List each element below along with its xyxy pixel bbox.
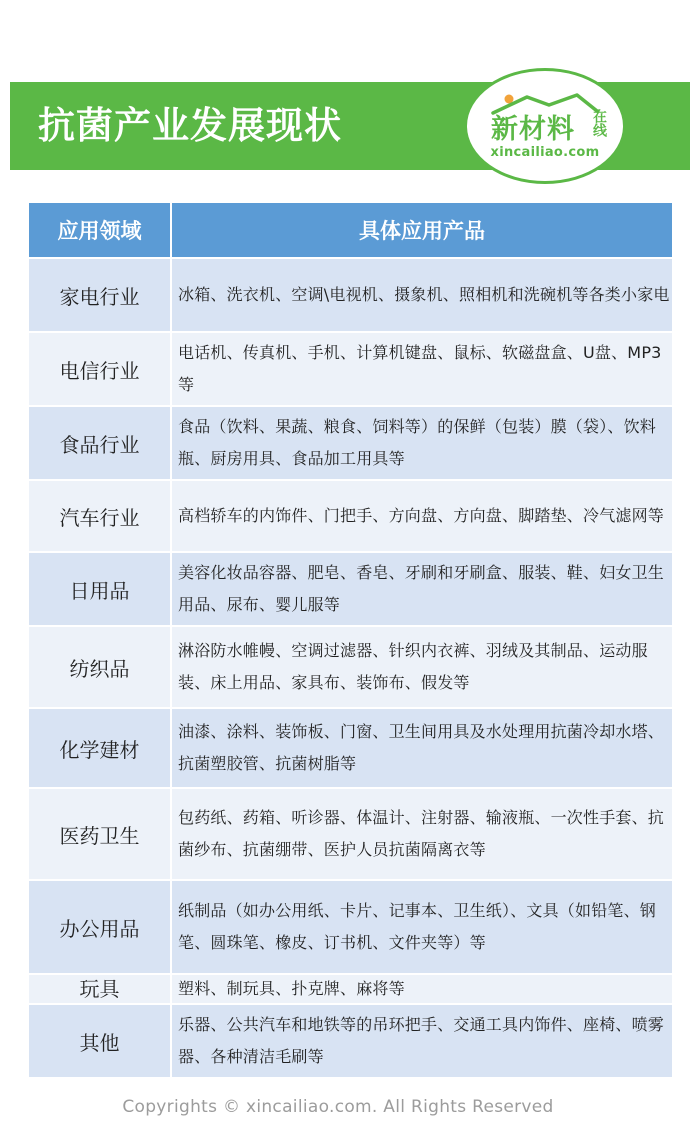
table-row [29, 552, 672, 626]
header-domain: 应用领域 [29, 203, 171, 258]
row-category: 日用品 [29, 552, 171, 626]
table-header-row [29, 203, 672, 258]
row-category: 医药卫生 [29, 788, 171, 880]
row-category: 汽车行业 [29, 480, 171, 552]
table-row [29, 708, 672, 788]
row-products: 冰箱、洗衣机、空调\电视机、摄象机、照相机和洗碗机等各类小家电 [171, 258, 672, 332]
logo-tag: 在线 [591, 109, 607, 137]
row-products: 电话机、传真机、手机、计算机键盘、鼠标、软磁盘盒、U盘、MP3等 [171, 332, 672, 406]
copyright-footer: Copyrights © xincailiao.com. All Rights Reserved [122, 1097, 554, 1117]
header-products: 具体应用产品 [171, 203, 672, 258]
row-products: 高档轿车的内饰件、门把手、方向盘、方向盘、脚踏垫、冷气滤网等 [171, 480, 672, 552]
application-table [29, 203, 672, 1077]
row-products: 塑料、制玩具、扑克牌、麻将等 [171, 974, 672, 1004]
row-category: 化学建材 [29, 708, 171, 788]
row-products: 包药纸、药箱、听诊器、体温计、注射器、输液瓶、一次性手套、抗菌纱布、抗菌绷带、医护人员抗菌隔离衣等 [171, 788, 672, 880]
row-products: 食品（饮料、果蔬、粮食、饲料等）的保鲜（包装）膜（袋）、饮料瓶、厨房用具、食品加工用具等 [171, 406, 672, 480]
row-products: 乐器、公共汽车和地铁等的吊环把手、交通工具内饰件、座椅、喷雾器、各种清洁毛刷等 [171, 1004, 672, 1077]
row-products: 美容化妆品容器、肥皂、香皂、牙刷和牙刷盒、服装、鞋、妇女卫生用品、尿布、婴儿服等 [171, 552, 672, 626]
row-products: 纸制品（如办公用纸、卡片、记事本、卫生纸）、文具（如铅笔、钢笔、圆珠笔、橡皮、订书机、文件夹等）等 [171, 880, 672, 974]
row-category: 玩具 [29, 974, 171, 1004]
table-row [29, 1004, 672, 1077]
row-category: 其他 [29, 1004, 171, 1077]
table-row [29, 258, 672, 332]
row-category: 家电行业 [29, 258, 171, 332]
table-row [29, 480, 672, 552]
page-title: 抗菌产业发展现状 [38, 104, 342, 147]
row-products: 油漆、涂料、装饰板、门窗、卫生间用具及水处理用抗菌冷却水塔、抗菌塑胶管、抗菌树脂等 [171, 708, 672, 788]
row-category: 办公用品 [29, 880, 171, 974]
table-row [29, 788, 672, 880]
row-category: 电信行业 [29, 332, 171, 406]
row-category: 纺织品 [29, 626, 171, 708]
row-products: 淋浴防水帷幔、空调过滤器、针织内衣裤、羽绒及其制品、运动服装、床上用品、家具布、装饰布、假发等 [171, 626, 672, 708]
table-row [29, 974, 672, 1004]
logo-url: xincailiao.com [490, 145, 600, 160]
brand-logo[interactable] [464, 68, 626, 184]
table-row [29, 880, 672, 974]
row-category: 食品行业 [29, 406, 171, 480]
table-row [29, 626, 672, 708]
table-row [29, 332, 672, 406]
logo-name: 新材料 [491, 114, 575, 145]
table-row [29, 406, 672, 480]
